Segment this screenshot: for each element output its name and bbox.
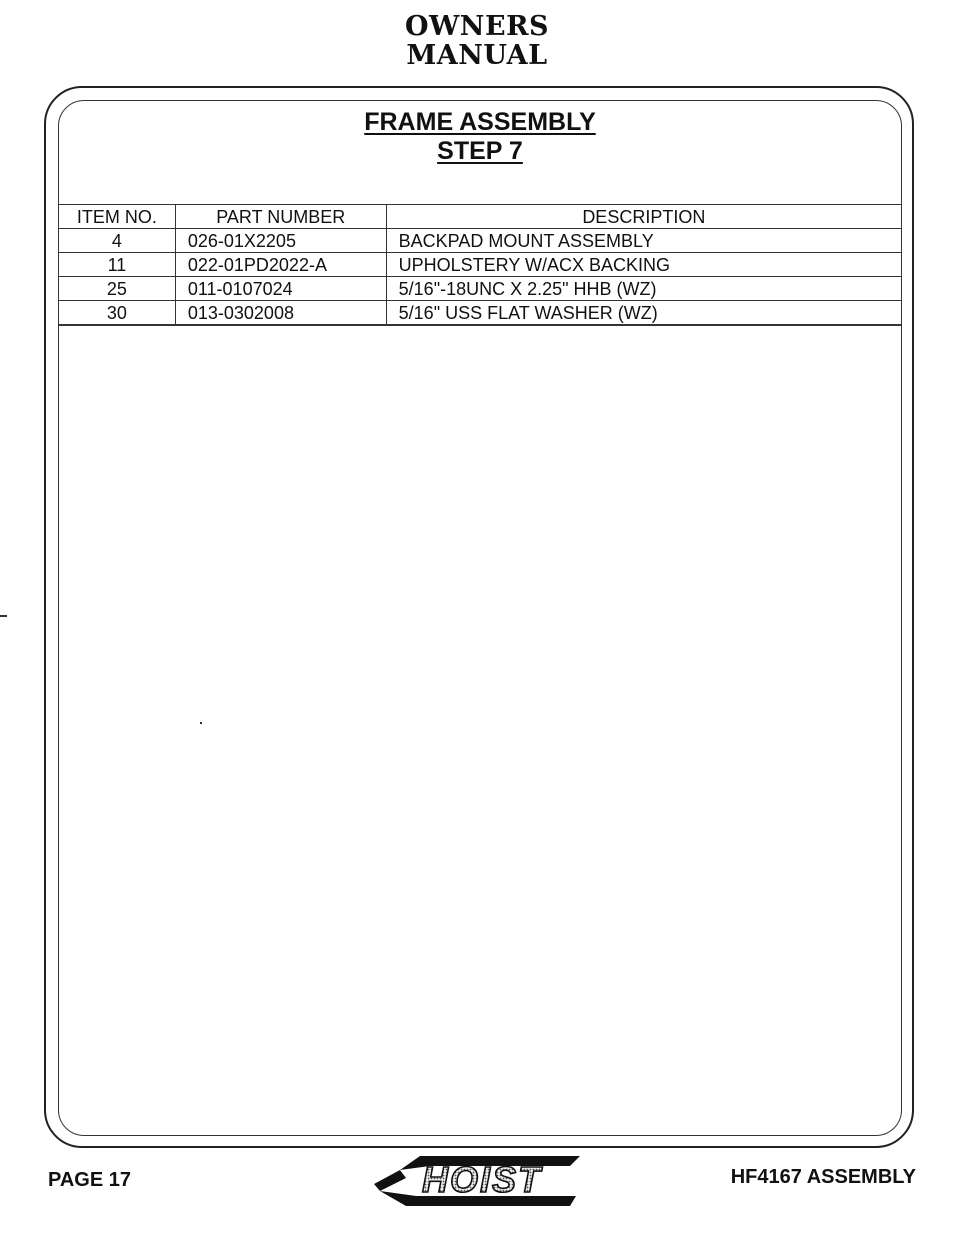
section-title-block: [58, 108, 902, 166]
item-no-cell: 11: [59, 253, 176, 277]
item-no-cell: 30: [59, 301, 176, 326]
hoist-logo: [370, 1150, 590, 1212]
item-no-cell: 25: [59, 277, 176, 301]
logo-wordmark: HOIST: [421, 1159, 543, 1200]
scan-speck: [200, 722, 202, 724]
page-number: PAGE 17: [48, 1169, 131, 1191]
table-row: [59, 253, 902, 277]
document-id: HF4167 ASSEMBLY: [730, 1166, 916, 1188]
manual-header: [0, 12, 954, 70]
table-row: [59, 229, 902, 253]
col-header-part-number: PART NUMBER: [175, 205, 386, 229]
part-number-cell: 026-01X2205: [175, 229, 386, 253]
parts-table-header: [59, 205, 902, 229]
step-title: STEP 7: [437, 137, 523, 165]
description-cell: 5/16"-18UNC X 2.25" HHB (WZ): [386, 277, 901, 301]
table-row: [59, 301, 902, 326]
scan-mark: [0, 615, 7, 617]
header-line-owners: OWNERS: [404, 11, 550, 42]
description-cell: 5/16" USS FLAT WASHER (WZ): [386, 301, 901, 326]
col-header-description: DESCRIPTION: [386, 205, 901, 229]
part-number-cell: 013-0302008: [175, 301, 386, 326]
part-number-cell: 022-01PD2022-A: [175, 253, 386, 277]
description-cell: UPHOLSTERY W/ACX BACKING: [386, 253, 901, 277]
parts-table: [58, 204, 902, 326]
table-row: [59, 277, 902, 301]
part-number-cell: 011-0107024: [175, 277, 386, 301]
logo-arrow-left: [374, 1170, 406, 1191]
col-header-item-no: ITEM NO.: [59, 205, 176, 229]
description-cell: BACKPAD MOUNT ASSEMBLY: [386, 229, 901, 253]
header-line-manual: MANUAL: [406, 40, 548, 71]
section-title: FRAME ASSEMBLY: [364, 108, 596, 136]
item-no-cell: 4: [59, 229, 176, 253]
